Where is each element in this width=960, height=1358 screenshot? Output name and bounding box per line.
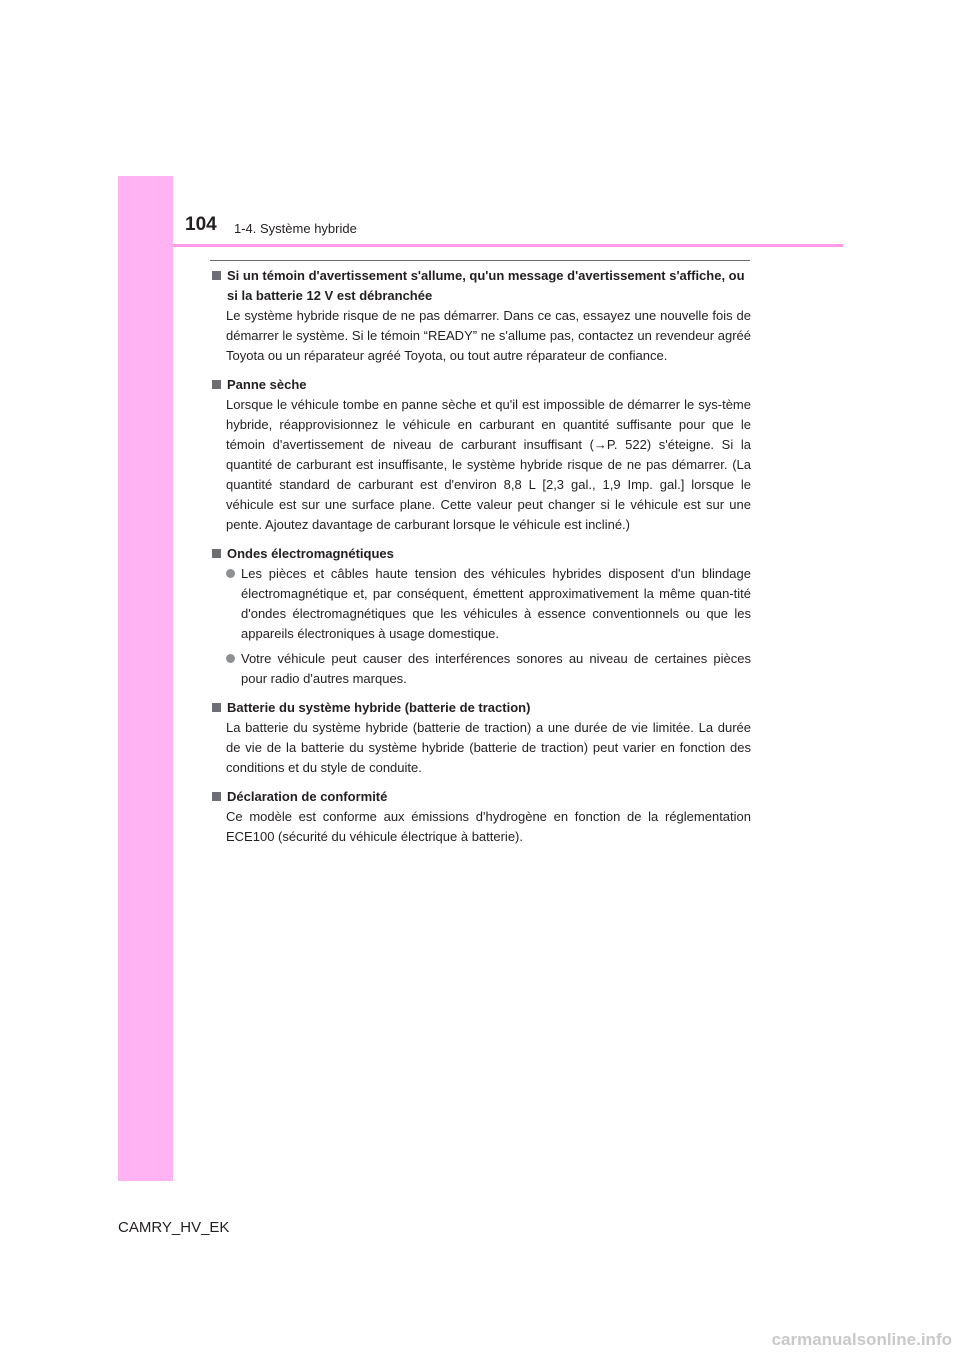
section-heading — [210, 375, 751, 395]
section-body: Ce modèle est conforme aux émissions d'hydrogène en fonction de la réglementation ECE100 (sécurité du véhicule électrique à batterie). — [226, 809, 751, 844]
section-heading — [210, 698, 751, 718]
section-heading-text: Panne sèche — [227, 377, 307, 392]
section-heading — [210, 787, 751, 807]
content-top-rule — [210, 260, 750, 261]
section-body: Lorsque le véhicule tombe en panne sèche et qu'il est impossible de démarrer le sys-tème hybride, réapprovisionnez le véhicule en carburant en quantité suffisante pour que le témoin d'avertissement de niveau de carburant insuffisant (→P. 522) s'éteigne. Si la quantité de carburant est insuffisante, le système hybride risque de ne pas démarrer. (La quantité standard de carburant est d'environ 8,8 L [2,3 gal., 1,9 Imp. gal.] lorsque le véhicule est sur une surface plane. Cette valeur peut changer si le véhicule est sur une pente. Ajoutez davantage de carburant lorsque le véhicule est incliné.) — [226, 397, 751, 532]
list-item-text: Les pièces et câbles haute tension des véhicules hybrides disposent d'un blindage électromagnétique et, par conséquent, émettent approximativement la même quan-tité d'ondes électromagnétiques que les véhicules à essence conventionnels ou que les appareils électroniques à usage domestique. — [241, 566, 751, 641]
section-heading-text: Ondes électromagnétiques — [227, 546, 394, 561]
page-number: 104 — [185, 214, 217, 235]
section-warning-light — [210, 266, 751, 366]
header-divider — [173, 244, 843, 247]
square-bullet-icon — [212, 271, 221, 280]
section-heading — [210, 544, 751, 564]
section-heading — [210, 266, 751, 306]
footer-model-code: CAMRY_HV_EK — [118, 1219, 230, 1236]
circle-bullet-icon — [226, 654, 235, 663]
section-heading-text: Si un témoin d'avertissement s'allume, qu'un message d'avertissement s'affiche, ou si la batterie 12 V est débranchée — [227, 268, 745, 303]
list-item-text: Votre véhicule peut causer des interférences sonores au niveau de certaines pièces pour radio d'autres marques. — [241, 651, 751, 686]
section-body: La batterie du système hybride (batterie de traction) a une durée de vie limitée. La durée de vie de la batterie du système hybride (batterie de traction) peut varier en fonction des conditions et du style de conduite. — [226, 720, 751, 775]
square-bullet-icon — [212, 792, 221, 801]
chapter-title: 1-4. Système hybride — [234, 221, 357, 236]
circle-bullet-icon — [226, 569, 235, 578]
section-declaration-of-conformity — [210, 787, 751, 847]
section-out-of-fuel — [210, 375, 751, 535]
list-item — [226, 564, 751, 644]
side-tab-bar — [118, 176, 173, 1181]
section-hybrid-battery — [210, 698, 751, 778]
section-heading-text: Déclaration de conformité — [227, 789, 388, 804]
list-item — [226, 649, 751, 689]
content-area — [210, 266, 751, 856]
section-body: Le système hybride risque de ne pas démarrer. Dans ce cas, essayez une nouvelle fois de démarrer le système. Si le témoin “READY” ne s'allume pas, contactez un revendeur agréé Toyota ou un réparateur agréé Toyota, ou tout autre réparateur de confiance. — [226, 308, 751, 363]
section-electromagnetic-waves — [210, 544, 751, 689]
section-heading-text: Batterie du système hybride (batterie de traction) — [227, 700, 531, 715]
watermark: carmanualsonline.info — [771, 1330, 952, 1349]
square-bullet-icon — [212, 380, 221, 389]
square-bullet-icon — [212, 549, 221, 558]
square-bullet-icon — [212, 703, 221, 712]
